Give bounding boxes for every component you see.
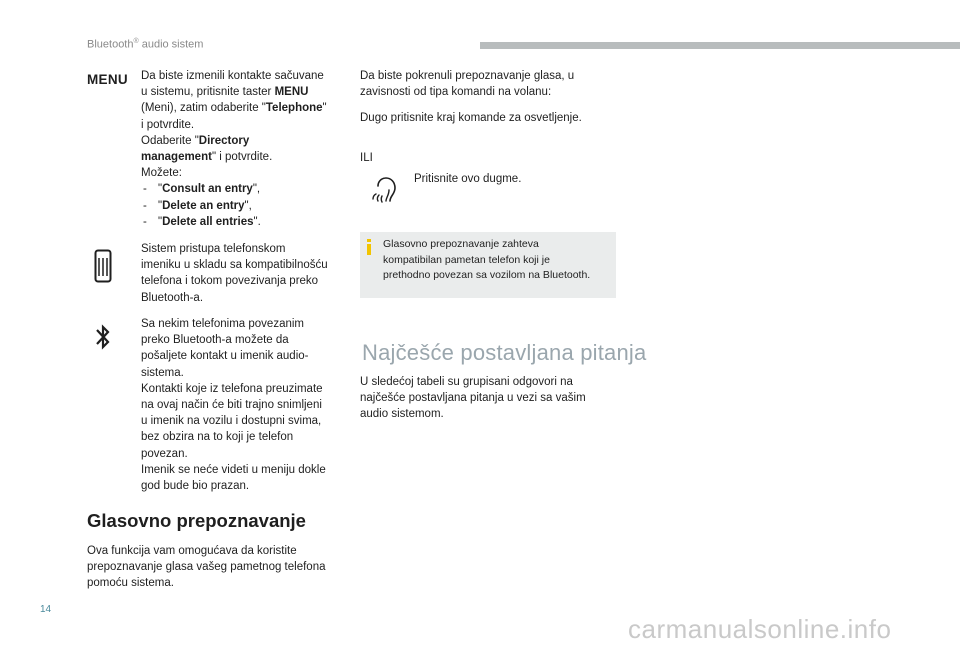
management-bold: management xyxy=(141,151,212,164)
info-note-text xyxy=(383,237,613,284)
voice-intro-text xyxy=(360,68,620,100)
text-line: bez obzira na to koji je telefon xyxy=(141,431,294,444)
directory-bold: Directory xyxy=(198,134,250,147)
text-line: audio sistemom. xyxy=(360,408,444,421)
option-bold: Delete an entry xyxy=(162,199,245,212)
option-bold: Delete all entries xyxy=(162,215,254,228)
text-line: Bluetooth-a. xyxy=(141,291,204,304)
voice-button-icon xyxy=(368,170,406,206)
header-registered-mark: ® xyxy=(133,38,139,45)
text-line: pomoću sistema. xyxy=(87,577,174,590)
running-header xyxy=(87,38,203,51)
phonebook-access-text xyxy=(141,241,351,306)
text-span: " xyxy=(158,215,163,228)
text-line: U sledećoj tabeli su grupisani odgovori na xyxy=(360,376,573,388)
text-span: ", xyxy=(252,183,261,196)
text-line: god bude bio prazan. xyxy=(141,480,250,493)
bluetooth-icon xyxy=(95,323,111,351)
phone-icon xyxy=(94,249,112,283)
text-line: sistema. xyxy=(141,366,184,379)
text-line: zavisnosti od tipa komandi na volanu: xyxy=(360,86,552,99)
faq-heading: Najčešće postavljana pitanja xyxy=(362,340,647,365)
watermark: carmanualsonline.info xyxy=(628,614,892,644)
header-divider-bar xyxy=(480,42,960,49)
text-line: Glasovno prepoznavanje zahteva xyxy=(383,238,539,250)
options-list xyxy=(141,181,351,230)
text-line xyxy=(141,133,351,149)
list-item xyxy=(141,198,351,214)
text-line: prepoznavanje glasa vašeg pametnog telefona xyxy=(87,561,326,574)
text-line: imeniku u skladu sa kompatibilnošću xyxy=(141,259,328,272)
text-line: Sistem pristupa telefonskom xyxy=(141,243,286,255)
text-line: prethodno povezan sa vozilom na Bluetooth. xyxy=(383,269,591,281)
text-line: preko Bluetooth-a možete da xyxy=(141,334,289,347)
text-line: pošaljete kontakt u imenik audio- xyxy=(141,350,309,363)
text-line: Kontakti koje iz telefona preuzimate xyxy=(141,382,323,395)
text-line: kompatibilan pametan telefon koji je xyxy=(383,253,550,266)
text-span: u sistemu, pritisnite taster xyxy=(141,86,275,99)
bluetooth-contacts-text xyxy=(141,316,356,494)
header-title-text: Bluetooth xyxy=(87,38,134,51)
press-button-text: Pritisnite ovo dugme. xyxy=(414,173,522,185)
page-number: 14 xyxy=(40,604,52,615)
text-line: Imenik se neće videti u meniju dokle xyxy=(141,463,326,476)
text-line: Da biste izmenili kontakte sačuvane xyxy=(141,70,324,82)
text-line: Ova funkcija vam omogućava da koristite xyxy=(87,545,297,557)
text-line: i potvrdite. xyxy=(141,118,195,131)
text-span: (Meni), zatim odaberite " xyxy=(141,102,266,115)
text-line: telefona i tokom povezivanja preko xyxy=(141,275,319,288)
option-bold: Consult an entry xyxy=(162,183,253,196)
text-span: ". xyxy=(253,215,261,228)
text-span: " xyxy=(322,102,327,115)
text-line xyxy=(141,84,351,100)
text-line xyxy=(141,100,351,116)
long-press-text: Dugo pritisnite kraj komande za osvetljenje. xyxy=(360,112,582,124)
or-label: ILI xyxy=(360,152,373,164)
text-span: Odaberite " xyxy=(141,134,199,147)
info-icon xyxy=(367,239,371,255)
text-line: povezan. xyxy=(141,447,188,460)
voice-recognition-heading: Glasovno prepoznavanje xyxy=(87,510,306,531)
text-line: najčešće postavljana pitanja u vezi sa vašim xyxy=(360,392,586,405)
voice-recognition-text xyxy=(87,543,357,592)
text-span: " xyxy=(158,199,163,212)
text-line: Možete: xyxy=(141,167,182,180)
text-span: ", xyxy=(244,199,252,212)
header-title-suffix: audio sistem xyxy=(138,38,204,51)
text-span: " i potvrdite. xyxy=(211,151,273,164)
list-item xyxy=(141,181,351,197)
telephone-bold: Telephone xyxy=(265,102,323,115)
menu-key-bold: MENU xyxy=(274,86,309,99)
text-line: Da biste pokrenuli prepoznavanje glasa, u xyxy=(360,70,575,82)
text-line: Sa nekim telefonima povezanim xyxy=(141,318,304,330)
text-line: u imenik na vozilu i dostupni svima, xyxy=(141,415,322,428)
directory-management-text xyxy=(141,68,351,230)
text-line xyxy=(141,149,351,165)
text-line: na ovaj način će biti trajno snimljeni xyxy=(141,399,322,412)
menu-button-label: MENU xyxy=(87,72,128,87)
list-item xyxy=(141,214,351,230)
faq-text xyxy=(360,374,620,423)
text-span: " xyxy=(158,183,163,196)
